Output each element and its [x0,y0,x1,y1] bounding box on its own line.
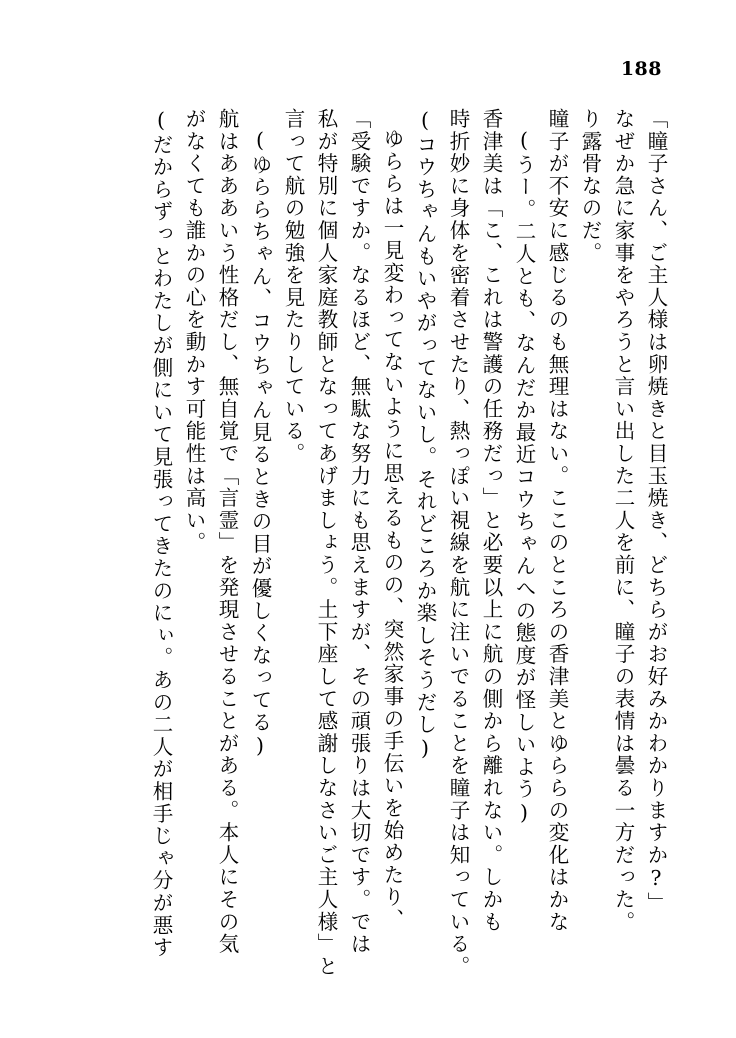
text-line: 香津美は「こ、これは警護の任務だっ」と必要以上に航の側から離れない。しかも [479,108,503,934]
text-line: ゆららは一見変わってないように思えるものの、突然家事の手伝いを始めたり、 [380,128,404,931]
text-line: なぜか急に家事をやろうと言い出した二人を前に、瞳子の表情は曇る一方だった。 [611,108,635,934]
text-line: 「受験ですか。なるほど、無駄な努力にも思えますが、その頑張りは大切です。では [347,108,371,956]
text-line: り露骨なのだ。 [578,108,602,265]
text-line: 航はあああいう性格だし、無自覚で「言霊」を発現させることがある。本人にその気 [215,108,239,956]
text-line: (ゆららちゃん、コウちゃん見るときの目が優しくなってる) [248,128,272,760]
text-line: (コウちゃんもいやがってないし。それどころか楽しそうだし) [413,108,437,762]
text-line: (だからずっとわたしが側にいて見張ってきたのにぃ。あの二人が相手じゃ分が悪す [149,108,173,959]
text-line: 私が特別に個人家庭教師となってあげましょう。土下座して感謝しなさいご主人様」と [314,108,338,978]
text-line: 言って航の勉強を見たりしている。 [281,108,305,465]
page-number: 188 [620,58,662,80]
text-line: (うー。二人とも、なんだか最近コウちゃんへの態度が怪しいよう) [512,128,536,827]
text-line: 時折妙に身体を密着させたり、熱っぽい視線を航に注いでることを瞳子は知っている。 [446,108,470,978]
text-line: がなくても誰かの心を動かす可能性は高い。 [182,108,206,554]
text-line: 瞳子が不安に感じるのも無理はない。ここのところの香津美とゆららの変化はかな [545,108,569,934]
text-line: 「瞳子さん、ご主人様は卵焼きと目玉焼き、どちらがお好みかわかりますか?」 [644,108,668,915]
page-text-body [70,108,666,998]
